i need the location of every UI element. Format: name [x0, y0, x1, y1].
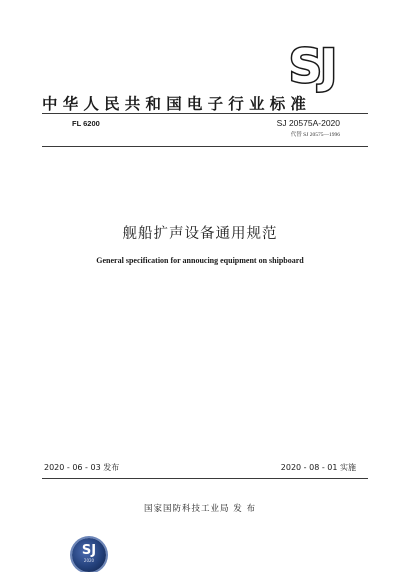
badge-logo-text: SJ [81, 543, 97, 558]
sj-logo: SJ [288, 39, 336, 93]
document-title-chinese: 舰船扩声设备通用规范 [122, 226, 278, 242]
document-title-english: General specification for annoucing equipment on shipboard [96, 256, 304, 265]
badge-year: 2020 [83, 558, 95, 563]
replaces-note: 代替 SJ 20575—1996 [290, 132, 340, 138]
standard-type-title: 中华人民共和国电子行业标准 [42, 95, 312, 113]
sj-seal-badge [72, 538, 106, 572]
implement-date: 2020 - 08 - 01 实施 [280, 463, 356, 472]
standard-code: SJ 20575A-2020 [276, 118, 340, 128]
issuing-authority: 国家国防科技工业局 发 布 [144, 504, 256, 514]
top-divider [42, 113, 368, 114]
header-divider [42, 146, 368, 147]
footer-divider [42, 478, 368, 479]
publish-date: 2020 - 06 - 03 发布 [44, 463, 120, 472]
classification-code: FL 6200 [72, 119, 100, 128]
